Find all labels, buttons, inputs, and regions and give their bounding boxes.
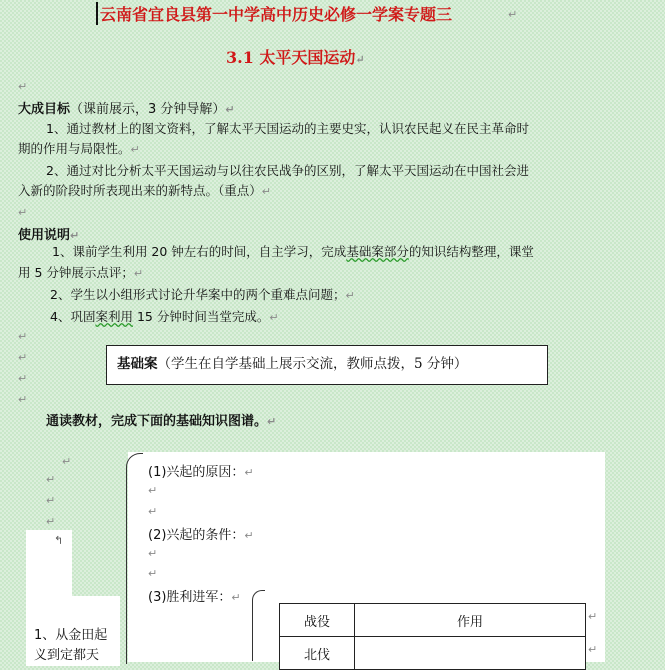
- instruction-text: 通读教材，完成下面的基础知识图谱。↵: [46, 414, 277, 429]
- document-subtitle: 3.1 太平天国运动↵: [226, 48, 365, 67]
- table-header-effect: 作用: [355, 604, 586, 637]
- usage-item-2: 2、学生以小组形式讨论升华案中的两个重难点问题；↵: [50, 287, 355, 302]
- table-header-battle: 战役: [280, 604, 355, 637]
- battle-table: [279, 603, 586, 670]
- usage-item-1-line-2: 用 5 分钟展示点评；↵: [18, 265, 144, 280]
- return-mark-icon: ↵: [46, 473, 56, 486]
- return-mark-icon: ↵: [46, 515, 56, 528]
- usage-item-3: 4、巩固案利用 15 分钟时间当堂完成。↵: [50, 309, 279, 324]
- return-mark-icon: ↵: [148, 484, 158, 497]
- return-mark-icon: ↵: [18, 206, 28, 219]
- return-mark-icon: ↵: [148, 547, 158, 560]
- goal-item-2-line-2: 入新的阶段时所表现出来的新特点。（重点）↵: [18, 183, 271, 198]
- return-mark-icon: ↵: [588, 643, 598, 656]
- basic-case-label: 基础案: [117, 356, 158, 372]
- basic-case-box: [106, 345, 548, 385]
- return-mark-icon: ↵: [148, 505, 158, 518]
- return-mark-icon: ↵: [46, 494, 56, 507]
- basic-case-note: （学生在自学基础上展示交流，教师点拨，5 分钟）: [157, 356, 468, 372]
- question-1[interactable]: (1)兴起的原因：↵: [148, 465, 254, 480]
- table-header-row: [280, 604, 586, 637]
- goals-heading: 大成目标（课前展示，3 分钟导解）↵: [18, 102, 235, 117]
- goal-item-2-line-1: 2、通过对比分析太平天国运动与以往农民战争的区别，了解太平天国运动在中国社会进: [46, 163, 529, 178]
- return-mark-icon: ↵: [18, 80, 28, 93]
- section-1-label: 1、从金田起 义到定都天: [34, 628, 108, 663]
- usage-item-1-line-1: 1、课前学生利用 20 钟左右的时间，自主学习，完成基础案部分的知识结构整理，课堂: [52, 244, 534, 259]
- question-3[interactable]: (3)胜利进军：↵: [148, 590, 241, 605]
- inner-brace: [252, 590, 265, 661]
- return-mark-icon: ↵: [62, 455, 72, 468]
- question-2[interactable]: (2)兴起的条件：↵: [148, 528, 254, 543]
- return-mark-icon: ↵: [18, 393, 28, 406]
- cursor-mark-icon: ↰: [54, 534, 64, 547]
- return-mark-icon: ↵: [588, 610, 598, 623]
- table-cell-effect[interactable]: [355, 637, 586, 670]
- table-cell-battle: 北伐: [280, 637, 355, 670]
- return-mark-icon: ↵: [148, 567, 158, 580]
- return-mark-icon: ↵: [18, 351, 28, 364]
- goal-item-1-line-2: 期的作用与局限性。↵: [18, 141, 140, 156]
- goal-item-1-line-1: 1、通过教材上的图文资料，了解太平天国运动的主要史实，认识农民起义在民主革命时: [46, 121, 529, 136]
- return-mark-icon: ↵: [508, 8, 518, 21]
- usage-heading: 使用说明↵: [18, 228, 80, 243]
- outer-brace: [126, 453, 143, 664]
- table-row: [280, 637, 586, 670]
- return-mark-icon: ↵: [18, 330, 28, 343]
- return-mark-icon: ↵: [18, 372, 28, 385]
- document-title: 云南省宜良县第一中学高中历史必修一学案专题三: [96, 2, 452, 25]
